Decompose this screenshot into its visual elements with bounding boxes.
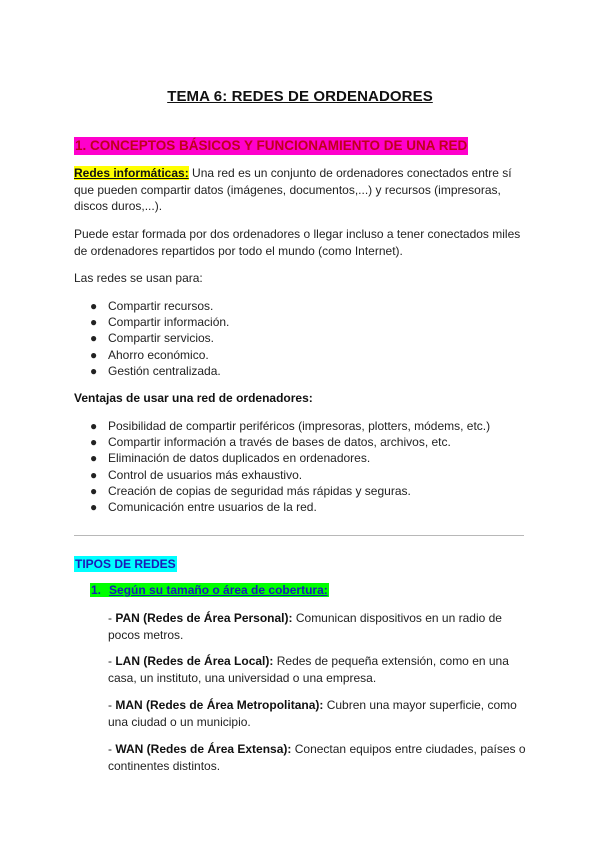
- bullet-icon: ●: [90, 467, 98, 482]
- horizontal-divider: [74, 535, 524, 536]
- network-type-desc: Redes de pequeña extensión, como en una casa, un instituto, una universidad o una empresa.: [108, 654, 509, 685]
- definition-text: Una red es un conjunto de ordenadores conectados entre sí que pueden compartir datos (imágenes, documentos,...) y recursos (impresoras, discos duros,...).: [74, 166, 512, 213]
- network-type-term: LAN (Redes de Área Local):: [115, 654, 274, 668]
- bullet-icon: ●: [90, 419, 98, 433]
- list-item: ● Compartir recursos.: [90, 299, 214, 313]
- uses-intro: Las redes se usan para:: [74, 271, 203, 285]
- bullet-icon: ●: [90, 435, 98, 450]
- list-item: ● Compartir servicios.: [90, 331, 215, 346]
- bullet-icon: ●: [90, 299, 98, 313]
- network-type-lan: - LAN (Redes de Área Local): Redes de pequeña extensión, como en una casa, un instituto, una universidad o una empresa.: [108, 654, 509, 685]
- bullet-icon: ●: [90, 500, 98, 515]
- bullet-icon: ●: [90, 451, 98, 466]
- section2-heading: TIPOS DE REDES: [75, 557, 176, 571]
- list-item: ● Creación de copias de seguridad más rápidas y seguras.: [90, 483, 411, 498]
- list-item: ● Comunicación entre usuarios de la red.: [90, 500, 317, 515]
- network-type-desc: Comunican dispositivos en un radio de pocos metros.: [108, 611, 502, 642]
- list-item: ● Eliminación de datos duplicados en ordenadores.: [90, 451, 371, 466]
- size-paragraph: Puede estar formada por dos ordenadores o llegar incluso a tener conectados miles de ordenadores repartidos por todo el mundo (como Internet).: [74, 227, 521, 258]
- list-item: ● Gestión centralizada.: [90, 363, 221, 378]
- advantages-list: [74, 418, 490, 515]
- subheading-text: Según su tamaño o área de cobertura:: [109, 583, 328, 597]
- bullet-icon: ●: [90, 363, 98, 378]
- list-item: ● Compartir información a través de bases de datos, archivos, etc.: [90, 435, 451, 450]
- section1-heading: 1. CONCEPTOS BÁSICOS Y FUNCIONAMIENTO DE UNA RED: [75, 138, 468, 153]
- bullet-icon: ●: [90, 315, 98, 330]
- network-type-term: WAN (Redes de Área Extensa):: [115, 742, 292, 756]
- list-item: ● Ahorro económico.: [90, 347, 209, 362]
- bullet-icon: ●: [90, 331, 98, 346]
- list-item: ● Compartir información.: [90, 315, 230, 330]
- network-type-term: MAN (Redes de Área Metropolitana):: [115, 698, 324, 712]
- definition-paragraph: [74, 165, 534, 215]
- network-type-man: - MAN (Redes de Área Metropolitana): Cubren una mayor superficie, como una ciudad o un municipio.: [108, 698, 517, 729]
- network-type-pan: - PAN (Redes de Área Personal): Comunican dispositivos en un radio de pocos metros.: [108, 611, 502, 642]
- bullet-icon: ●: [90, 347, 98, 362]
- definition-term: Redes informáticas:: [74, 166, 189, 180]
- list-item: ● Posibilidad de compartir periféricos (impresoras, plotters, módems, etc.): [90, 419, 491, 433]
- subheading-number: 1.: [91, 583, 102, 597]
- coverage-subheading: [90, 583, 329, 597]
- bullet-icon: ●: [90, 483, 98, 498]
- network-type-desc: Conectan equipos entre ciudades, países o continentes distintos.: [108, 742, 526, 773]
- advantages-heading: Ventajas de usar una red de ordenadores:: [74, 391, 313, 405]
- document-title: TEMA 6: REDES DE ORDENADORES: [167, 88, 433, 105]
- network-type-wan: - WAN (Redes de Área Extensa): Conectan equipos entre ciudades, países o continentes distintos.: [108, 742, 526, 773]
- uses-list: [74, 298, 229, 379]
- network-type-term: PAN (Redes de Área Personal):: [115, 611, 293, 625]
- list-item: ● Control de usuarios más exhaustivo.: [90, 467, 303, 482]
- network-type-desc: Cubren una mayor superficie, como una ciudad o un municipio.: [108, 698, 517, 729]
